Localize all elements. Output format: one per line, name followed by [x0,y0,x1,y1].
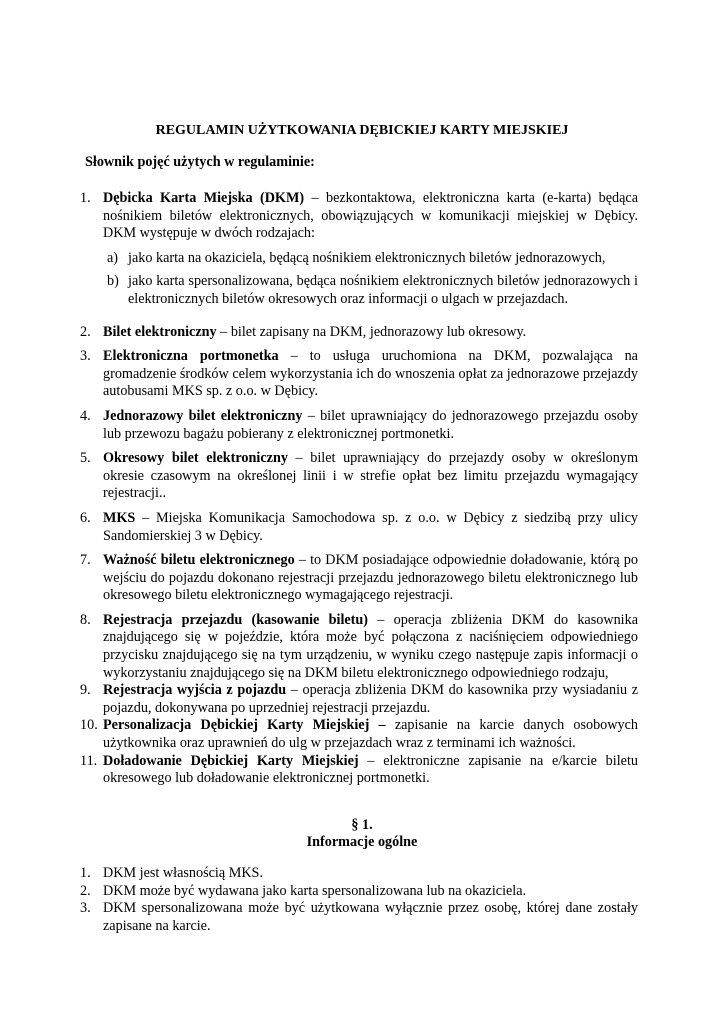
item-definition: – operacja zbliżenia DKM do kasownika przy wysiadaniu z pojazdu, dokonywana po uprzedniej rejestracji przejazdu. [103,682,638,716]
item-number: 3. [80,900,91,917]
item-term: Rejestracja wyjścia z pojazdu [103,682,287,699]
subitem-text: jako karta na okaziciela, będącą nośnikiem elektronicznych biletów jednorazowych, [128,249,606,266]
document-title: REGULAMIN UŻYTKOWANIA DĘBICKIEJ KARTY MIEJSKIEJ [155,123,569,138]
item-definition: – elektroniczne zapisanie na e/karcie biletu okresowego lub doładowanie elektronicznej portmonetki. [103,752,638,787]
item-number: 10. [80,717,98,734]
item-definition: – bilet uprawniający do jednorazowego przejazdu osoby lub przewozu bagażu pobierany z elektronicznej portmonetki. [103,407,638,442]
item-number: 1. [80,190,91,206]
item-term: Ważność biletu elektronicznego [103,552,295,569]
glossary-heading: Słownik pojęć użytych w regulaminie: [85,154,315,170]
general-item-3 [80,900,638,935]
glossary-item-9 [80,682,638,717]
glossary-item-8 [80,612,638,682]
glossary-subitem-a [103,250,638,268]
glossary-item-2 [80,324,638,342]
subitem-letter: a) [107,249,119,266]
item-term: Dębicka Karta Miejska (DKM) [103,190,305,206]
glossary-item-5 [80,450,638,503]
item-definition: – operacja zbliżenia DKM do kasownika znajdującego się w pojeździe, która może być połączona z naciśnięciem odpowiedniego przycisku znajdującego się na tym urządzeniu, w wyniku czego następuje zapis informacji o wykorzystaniu znajdującego się na DKM biletu elektronicznego odpowiedniego rodzaju, [103,611,638,681]
general-info-list [80,865,638,935]
item-definition: – bezkontaktowa, elektroniczna karta (e-karta) będąca nośnikiem biletów elektronicznych, obowiązujących w komunikacji miejskiej w Dębicy. DKM występuje w dwóch rodzajach: [103,190,638,242]
item-term: MKS [103,509,136,526]
item-definition: – bilet uprawniający do przejazdy osoby w określonym okresie czasowym na określonej linii i w strefie opłat bez limitu przejazdu wymagający rejestracji.. [103,450,638,502]
item-number: 6. [80,509,91,526]
item-definition: zapisanie na karcie danych osobowych użytkownika oraz uprawnień do ulg w przejazdach wraz z terminami ich ważności. [103,717,639,752]
item-number: 9. [80,682,91,699]
glossary-subitem-b [103,273,638,308]
item-term: Rejestracja przejazdu (kasowanie biletu) [103,611,369,628]
general-item-1 [80,865,638,883]
section-1-heading: Informacje ogólne [306,834,418,850]
general-item-2 [80,883,638,901]
item-number: 11. [80,752,98,769]
glossary-item-3 [80,348,638,401]
item-term: Okresowy bilet elektroniczny [103,450,288,467]
item-number: 4. [80,407,91,424]
item-term: Jednorazowy bilet elektroniczny [103,407,303,424]
item-term: Personalizacja Dębickiej Karty Miejskiej – [103,717,386,734]
item-number: 2. [80,323,91,340]
item-term: Bilet elektroniczny [103,323,217,340]
item-term: Doładowanie Dębickiej Karty Miejskiej [103,752,359,769]
item-text: DKM spersonalizowana może być użytkowana wyłącznie przez osobę, której dane zostały zapisane na karcie. [103,900,638,934]
item-term: Elektroniczna portmonetka [103,348,279,365]
item-number: 2. [80,882,91,899]
glossary-item-7 [80,552,638,605]
item-definition: – to DKM posiadające odpowiednie doładowanie, którą po wejściu do pojazdu dokonano rejestracji przejazdu jednorazowego biletu elektronicznego lub okresowego biletu elektronicznego wymagającego rejestracji. [103,552,638,604]
item-definition: – bilet zapisany na DKM, jednorazowy lub okresowy. [216,323,527,340]
item-number: 5. [80,450,91,467]
item-number: 3. [80,348,91,365]
item-definition: – Miejska Komunikacja Samochodowa sp. z o.o. w Dębicy z siedzibą przy ulicy Sandomierskiej 3 w Dębicy. [103,509,638,544]
item-number: 1. [80,865,91,881]
glossary-item-6 [80,510,638,545]
item-definition: – to usługa uruchomiona na DKM, pozwalająca na gromadzenie środków celem wykorzystania ich do wnoszenia opłat za jednorazowe przejazdy autobusami MKS sp. z o.o. w Dębicy. [103,348,638,400]
glossary-item-1 [80,190,638,309]
section-1-symbol: § 1. [351,817,373,833]
item-text: DKM może być wydawana jako karta spersonalizowana lub na okaziciela. [103,882,527,899]
subitem-letter: b) [107,273,119,290]
glossary-item-10 [80,717,638,752]
item-number: 7. [80,552,91,569]
glossary-list [80,190,638,788]
item-number: 8. [80,611,91,628]
glossary-item-11 [80,753,638,788]
glossary-item-4 [80,408,638,443]
subitem-text: jako karta spersonalizowana, będąca nośnikiem elektronicznych biletów jednorazowych i elektronicznych biletów okresowych oraz informacji o ulgach w przejazdach. [128,273,638,307]
item-text: DKM jest własnością MKS. [103,865,263,881]
